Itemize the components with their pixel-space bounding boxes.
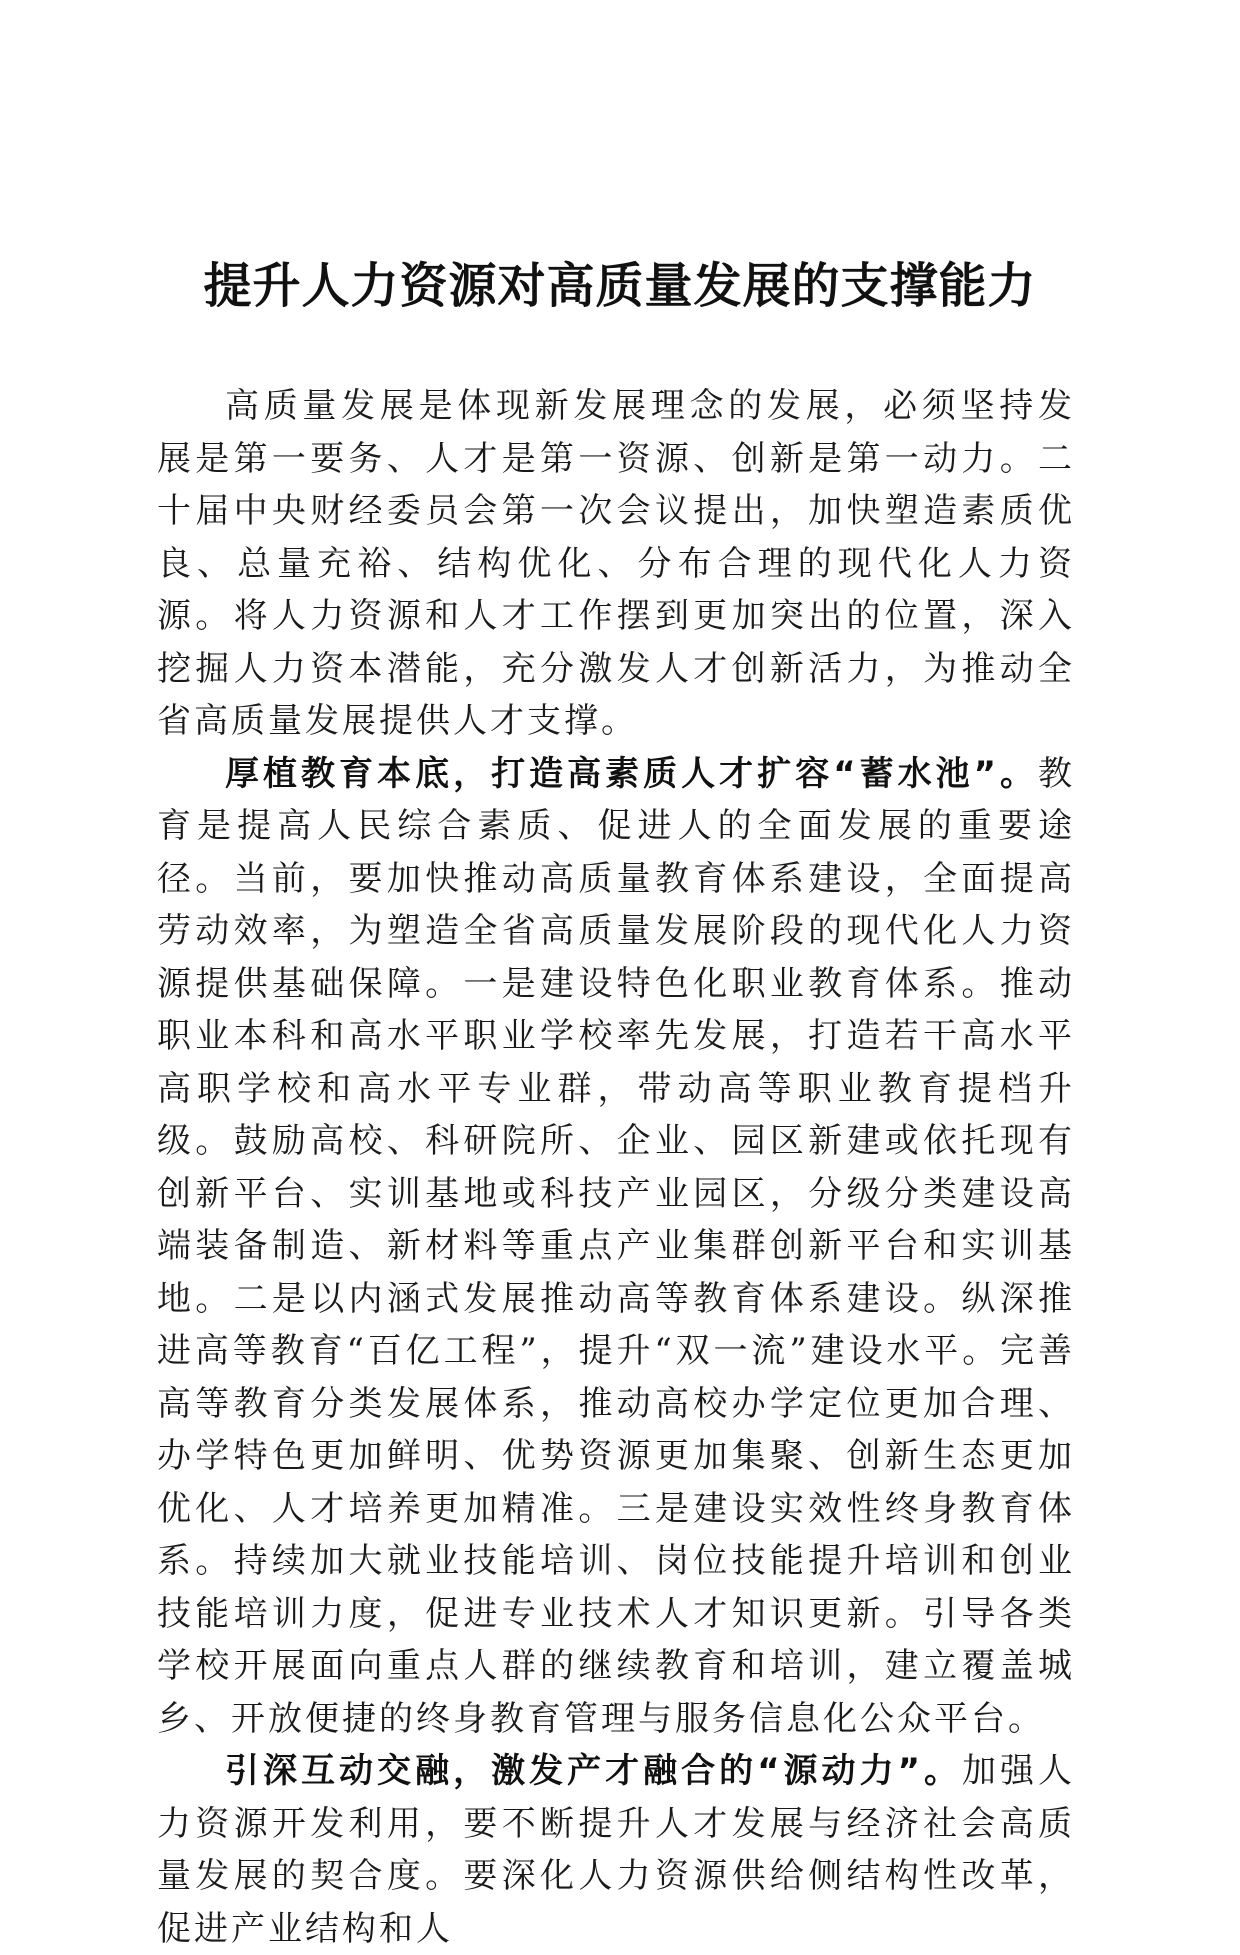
paragraph-text: 教育是提高人民综合素质、促进人的全面发展的重要途径。当前，要加快推动高质量教育体系建设，全面提高劳动效率，为塑造全省高质量发展阶段的现代化人力资源提供基础保障。一是建设特色化职业教育体系。推动职业本科和高水平职业学校率先发展，打造若干高水平高职学校和高水平专业群，带动高等职业教育提档升级。鼓励高校、科研院所、企业、园区新建或依托现有创新平台、实训基地或科技产业园区，分级分类建设高端装备制造、新材料等重点产业集群创新平台和实训基地。二是以内涵式发展推动高等教育体系建设。纵深推进高等教育“百亿工程”，提升“双一流”建设水平。完善高等教育分类发展体系，推动高校办学定位更加合理、办学特色更加鲜明、优势资源更加集聚、创新生态更加优化、人才培养更加精准。三是建设实效性终身教育体系。持续加大就业技能培训、岗位技能提升培训和创业技能培训力度，促进专业技术人才知识更新。引导各类学校开展面向重点人群的继续教育和培训，建立覆盖城乡、开放便捷的终身教育管理与服务信息化公众平台。 xyxy=(157,753,1075,1739)
paragraph-text: 加强人力资源开发利用，要不断提升人才发展与经济社会高质量发展的契合度。要深化人力资源供给侧结构性改革，促进产业结构和人 xyxy=(157,1751,1075,1949)
document-body xyxy=(157,380,1075,1955)
paragraph-lead-heading: 厚植教育本底，打造高素质人才扩容“蓄水池”。 xyxy=(225,753,1038,794)
paragraph-text: 高质量发展是体现新发展理念的发展，必须坚持发展是第一要务、人才是第一资源、创新是第一动力。二十届中央财经委员会第一次会议提出，加快塑造素质优良、总量充裕、结构优化、分布合理的现代化人力资源。将人力资源和人才工作摆到更加突出的位置，深入挖掘人力资本潜能，充分激发人才创新活力，为推动全省高质量发展提供人才支撑。 xyxy=(157,386,1075,741)
paragraph-education xyxy=(157,748,1075,1746)
paragraph-intro xyxy=(157,380,1075,748)
paragraph-integration xyxy=(157,1745,1075,1955)
paragraph-lead-heading: 引深互动交融，激发产才融合的“源动力”。 xyxy=(225,1751,962,1791)
document-title: 提升人力资源对高质量发展的支撑能力 xyxy=(203,258,1037,314)
